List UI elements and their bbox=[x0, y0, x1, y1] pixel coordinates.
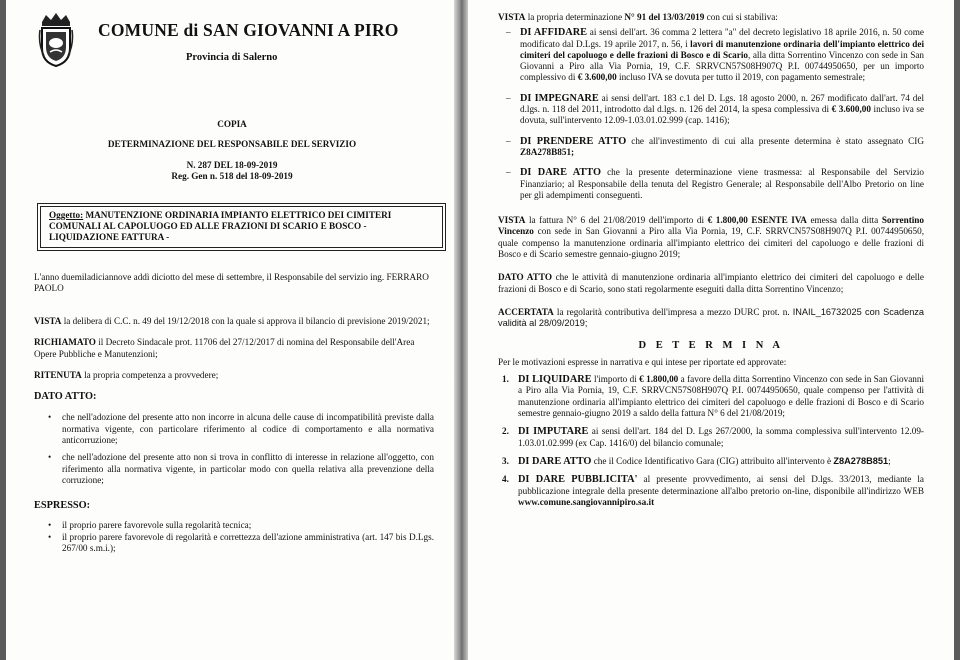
espresso-heading: ESPRESSO: bbox=[34, 500, 91, 512]
richiamato-paragraph bbox=[34, 337, 434, 360]
dato-atto-list bbox=[34, 412, 434, 486]
ritenuta-text: la propria competenza a provvedere; bbox=[84, 369, 219, 380]
list-item: 2. DI IMPUTARE ai sensi dell'art. 184 del D. Lgs 267/2000, la somma complessiva sull'intervento 12.09-1.03.01.02.999 (ex Cap. 1416/0) del bilancio comunale; bbox=[502, 426, 924, 448]
ritenuta-paragraph bbox=[34, 370, 434, 381]
accertata-paragraph: ACCERTATA la regolarità contributiva dell'impresa a mezzo DURC prot. n. INAIL_16732025 con Scadenza validità al 28/09/2019; bbox=[498, 306, 925, 329]
copy-label: COPIA bbox=[217, 119, 247, 129]
dato-atto-heading: DATO ATTO: bbox=[34, 391, 97, 403]
list-item: – DI AFFIDARE ai sensi dell'art. 36 comma 2 lettera "a" del decreto legislativo 18 aprile 2016, n. 50 come modificato dal D.Lgs. 19 aprile 2017, n. 56, i lavori di manutenzione ordinaria dell'impianto elettrico dei cimiteri del capoluogo e delle frazioni di Bosco e di Scario, alla ditta Sorrentino Vincenzo con sede in San Giovanni a Piro alla Via Pornia, 19, C.F. SRRVCN57S08H907Q P.I. 00744950650, per un importo complessivo di € 3.600,00 incluso IVA se dovuta per tutto il 2019, con pagamento semestrale; bbox=[520, 27, 924, 83]
vista-invoice-paragraph: VISTA la fattura N° 6 del 21/08/2019 dell'importo di € 1.800,00 ESENTE IVA emessa dalla ditta Sorrentino Vincenzo con sede in San Giovanni a Piro alla Via Pornia, 19, C.F. SRRVCN57S08H907Q P.I. 00744950650, quale compenso la manutenzione ordinaria all'impianto elettrico dei cimiteri del capoluogo e delle frazioni di Bosco e di Scario semestre gennaio-giugno 2019; bbox=[498, 215, 925, 260]
determination-number: N. 287 DEL 18-09-2019 bbox=[186, 160, 278, 170]
vista-determination-paragraph: VISTA la propria determinazione N° 91 del 13/03/2019 con cui si stabiliva: bbox=[498, 12, 778, 22]
list-item: 1. DI LIQUIDARE l'importo di € 1.800,00 a favore della ditta Sorrentino Vincenzo con sede in San Giovanni a Piro alla Via Pornia, 19, C.F. SRRVCN57S08H907Q P.I. 00744950650, quale compenso per l'attività di manutenzione ordinaria all'impianto elettrico dei cimiteri del capoluogo e delle frazioni di Bosco e di Scario semestre gennaio-giugno 2019 a saldo della fattura N° 6 del 21/08/2019; bbox=[502, 374, 925, 419]
premises-section bbox=[34, 316, 434, 560]
vista-label: VISTA bbox=[34, 316, 62, 326]
intro-paragraph: L'anno duemiladiciannove addì diciotto del mese di settembre, il Responsabile del servizio ing. FERRARO PAOLO bbox=[34, 272, 429, 294]
left-page bbox=[6, 0, 454, 660]
list-item: • il proprio parere favorevole di regolarità e correttezza dell'azione amministrativa (art. 147 bis D.Lgs. 267/00 s.m.i.); bbox=[62, 532, 434, 555]
book-gutter bbox=[454, 0, 468, 660]
vista-paragraph bbox=[34, 316, 434, 327]
registry-number: Reg. Gen n. 518 del 18-09-2019 bbox=[171, 171, 293, 181]
espresso-list bbox=[34, 520, 434, 555]
list-item: – DI IMPEGNARE ai sensi dell'art. 183 c.1 del D. Lgs. 18 agosto 2000, n. 267 modificato dall'art. 74 del d.lgs. n. 118 del 2011, introdotto dal d.lgs. n. 126 del 2014, la spesa complessiva di € 3.600,00 incluso iva se dovuta, sull'intervento 12.09-1.03.01.02.999 (cap. 1416); bbox=[520, 93, 924, 127]
list-item: • che nell'adozione del presente atto non incorre in alcuna delle cause di incompatibilità previste dalla normativa vigente, con particolare riferimento al codice di comportamento e alla normativa anticorruzione; bbox=[62, 412, 434, 446]
province-name: Provincia di Salerno bbox=[186, 52, 278, 63]
subject-text: MANUTENZIONE ORDINARIA IMPIANTO ELETTRICO DEI CIMITERI COMUNALI AL CAPOLUOGO ED ALLE FRAZIONI DI SCARIO E BOSCO - LIQUIDAZIONE FATTURA - bbox=[49, 210, 392, 242]
list-item: • che nell'adozione del presente atto non si trova in conflitto di interesse in relazione all'oggetto, con riferimento alla normativa vigente, in particolar modo con quella relativa alla prevenzione della corruzione; bbox=[62, 452, 434, 486]
list-item: – DI PRENDERE ATTO che all'investimento di cui alla presente determina è stato assegnato CIG Z8A278B851; bbox=[520, 136, 924, 159]
determina-list bbox=[498, 374, 924, 508]
list-item: 3. DI DARE ATTO che il Codice Identificativo Gara (CIG) attribuito all'intervento è Z8A278B851; bbox=[502, 455, 891, 467]
determination-heading: DETERMINAZIONE DEL RESPONSABILE DEL SERVIZIO bbox=[107, 139, 357, 149]
determina-heading: D E T E R M I N A bbox=[638, 339, 784, 351]
municipality-name: COMUNE di SAN GIOVANNI A PIRO bbox=[98, 20, 399, 40]
richiamato-label: RICHIAMATO bbox=[34, 337, 96, 348]
list-item: – DI DARE ATTO che la presente determinazione viene trasmessa: al Responsabile del Servizio Finanziario; al Responsabile della tenuta del Registro Generale; al Responsabile dell'Albo Pretorio on line per gli adempimenti conseguenti. bbox=[520, 167, 924, 201]
document-header bbox=[34, 12, 434, 72]
dato-atto-paragraph: DATO ATTO che le attività di manutenzione ordinaria all'impianto elettrico dei cimiteri del capoluogo e delle frazioni di Bosco e di Scario, sono stati regolarmente eseguiti dalla ditta Sorrentino Vincenzo; bbox=[498, 272, 924, 294]
richiamato-text: il Decreto Sindacale prot. 11706 del 27/12/2017 di nomina del Responsabile dell'Area Opere Pubbliche e Manutenzioni; bbox=[34, 337, 415, 359]
list-item: 4. DI DARE PUBBLICITA' al presente provvedimento, ai sensi del D.lgs. 33/2013, mediante la pubblicazione integrale della presente determinazione all'albo pretorio on-line, disponibile all'indirizzo WEB www.comune.sangiovannipiro.sa.it bbox=[502, 474, 925, 507]
right-page bbox=[468, 0, 954, 660]
ritenuta-label: RITENUTA bbox=[34, 369, 82, 380]
subject-box bbox=[40, 206, 443, 248]
previous-determination-list bbox=[498, 27, 924, 201]
list-item: • il proprio parere favorevole sulla regolarità tecnica; bbox=[62, 520, 434, 531]
motivations-paragraph: Per le motivazioni espresse in narrativa e qui intese per riportate ed approvate: bbox=[498, 356, 787, 367]
subject-label: Oggetto: bbox=[49, 210, 84, 220]
coat-of-arms-icon bbox=[38, 12, 74, 68]
vista-text: la delibera di C.C. n. 49 del 19/12/2018 con la quale si approva il bilancio di previsione 2019/2021; bbox=[63, 316, 430, 326]
